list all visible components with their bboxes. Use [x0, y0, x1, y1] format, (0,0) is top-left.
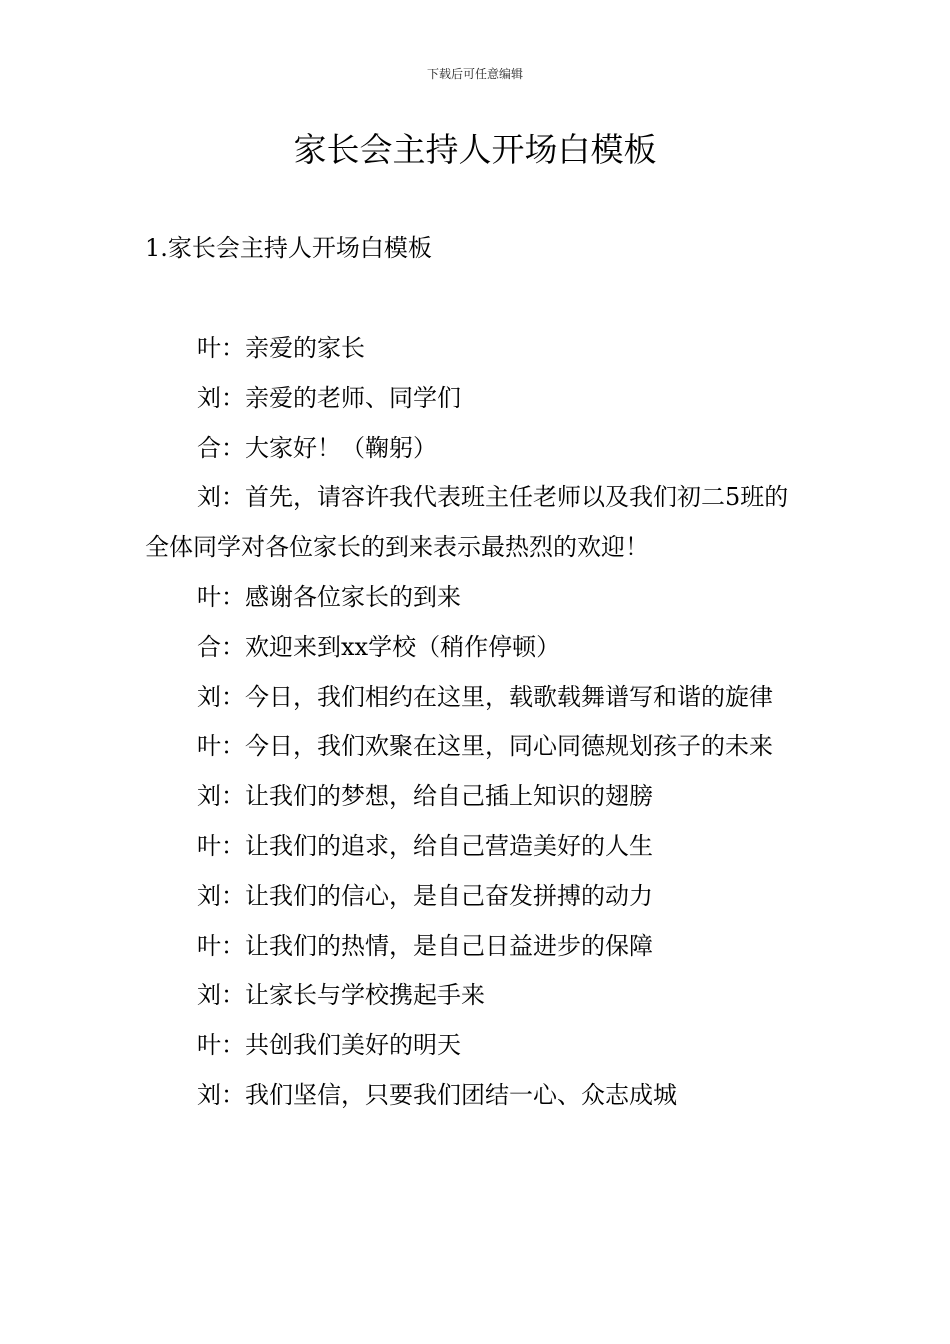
dialogue-line: 合：大家好！（鞠躬） [197, 433, 437, 462]
dialogue-line: 叶：亲爱的家长 [197, 334, 365, 362]
page-title: 家长会主持人开场白模板 [293, 130, 657, 169]
dialogue-line: 叶：让我们的热情，是自己日益进步的保障 [197, 931, 653, 960]
dialogue-body [145, 324, 810, 1121]
dialogue-line: 刘：亲爱的老师、同学们 [197, 383, 461, 412]
dialogue-line: 叶：感谢各位家长的到来 [197, 582, 461, 611]
header-note: 下载后可任意编辑 [426, 67, 523, 81]
dialogue-line: 叶：共创我们美好的明天 [197, 1031, 461, 1060]
dialogue-line: 刘：我们坚信，只要我们团结一心、众志成城 [197, 1080, 677, 1109]
dialogue-line: 合：欢迎来到xx学校（稍作停顿） [197, 632, 561, 661]
dialogue-line: 刘：让我们的梦想，给自己插上知识的翅膀 [197, 782, 653, 811]
dialogue-line: 刘：首先，请容许我代表班主任老师以及我们初二5班的全体同学对各位家长的到来表示最热烈的欢迎！ [145, 483, 789, 562]
dialogue-line: 刘：今日，我们相约在这里，载歌载舞谱写和谐的旋律 [197, 682, 773, 711]
dialogue-line: 刘：让家长与学校携起手来 [197, 981, 485, 1010]
section-heading: 1.家长会主持人开场白模板 [145, 234, 432, 262]
dialogue-line: 刘：让我们的信心，是自己奋发拼搏的动力 [197, 881, 653, 910]
dialogue-line: 叶：让我们的追求，给自己营造美好的人生 [197, 831, 653, 860]
dialogue-line: 叶：今日，我们欢聚在这里，同心同德规划孩子的未来 [197, 732, 773, 761]
